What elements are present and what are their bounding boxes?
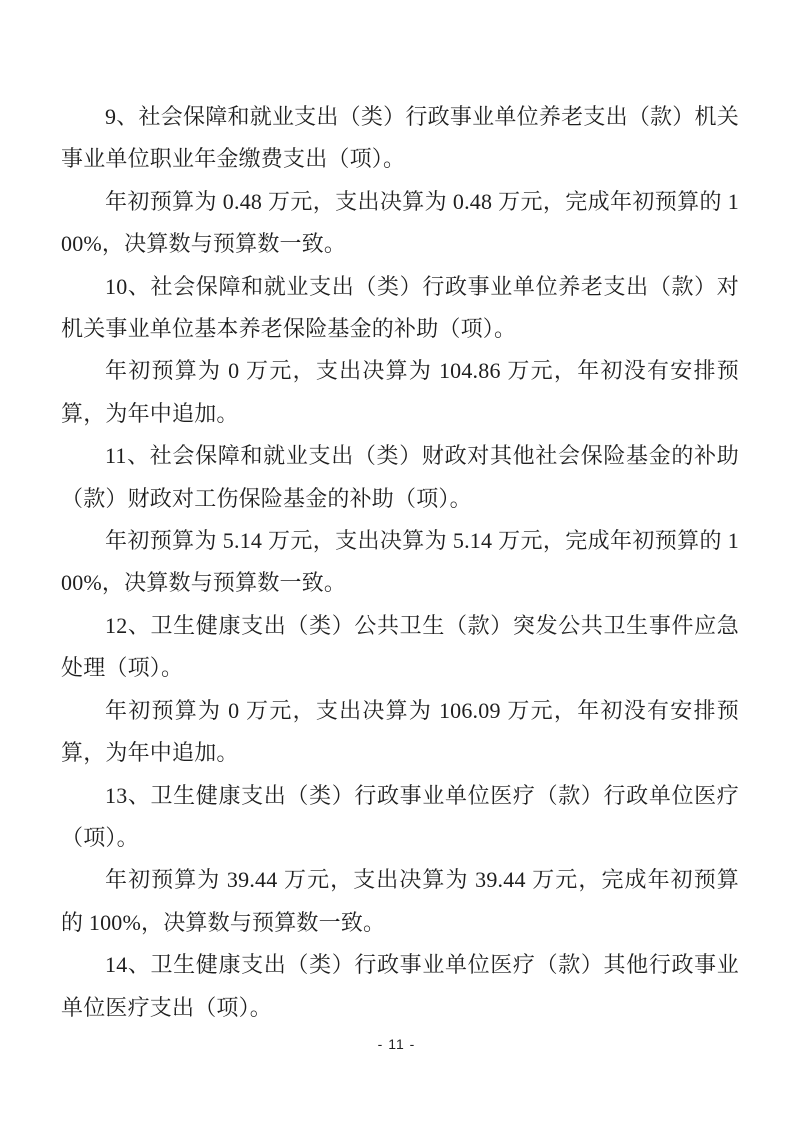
body-paragraph: 年初预算为 0 万元，支出决算为 106.09 万元，年初没有安排预算，为年中追加。 — [61, 697, 739, 766]
body-paragraph: 年初预算为 0 万元，支出决算为 104.86 万元，年初没有安排预算，为年中追加。 — [61, 358, 739, 426]
body-paragraph: 年初预算为 0.48 万元，支出决算为 0.48 万元，完成年初预算的 100%，决算数与预算数一致。 — [61, 188, 739, 257]
body-paragraph: 10、社会保障和就业支出（类）行政事业单位养老支出（款）对机关事业单位基本养老保险基金的补助（项）。 — [61, 273, 739, 342]
body-paragraph: 12、卫生健康支出（类）公共卫生（款）突发公共卫生事件应急处理（项）。 — [61, 612, 739, 681]
body-paragraph: 13、卫生健康支出（类）行政事业单位医疗（款）行政单位医疗（项）。 — [61, 782, 739, 850]
body-paragraph: 11、社会保障和就业支出（类）财政对其他社会保险基金的补助（款）财政对工伤保险基金的补助（项）。 — [61, 443, 739, 511]
body-paragraph: 14、卫生健康支出（类）行政事业单位医疗（款）其他行政事业单位医疗支出（项）。 — [61, 952, 739, 1020]
page-number: - 11 - — [377, 1036, 416, 1052]
body-paragraph: 年初预算为 39.44 万元，支出决算为 39.44 万元，完成年初预算的 100%，决算数与预算数一致。 — [61, 867, 739, 935]
body-paragraph: 年初预算为 5.14 万元，支出决算为 5.14 万元，完成年初预算的 100%，决算数与预算数一致。 — [61, 528, 739, 596]
body-paragraph: 9、社会保障和就业支出（类）行政事业单位养老支出（款）机关事业单位职业年金缴费支出（项）。 — [61, 104, 739, 172]
document-body — [61, 96, 739, 1029]
